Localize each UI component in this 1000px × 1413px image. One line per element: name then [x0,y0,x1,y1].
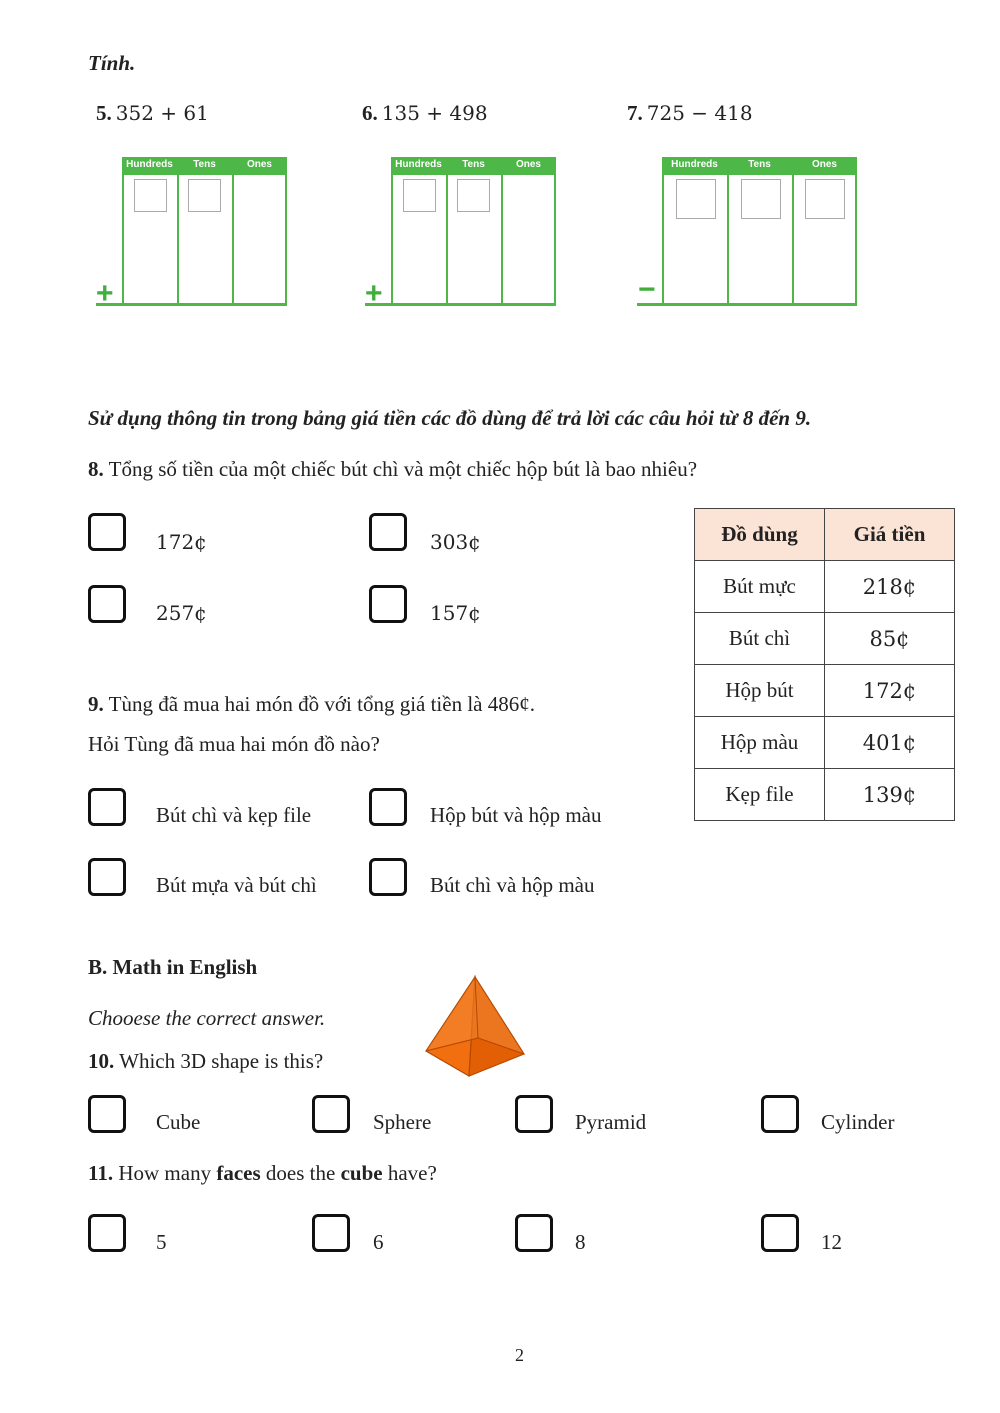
q8-option-a-checkbox[interactable] [88,513,126,551]
header-ones: Ones [246,159,272,170]
price-instruction: Sử dụng thông tin trong bảng giá tiền các đồ dùng để trả lời các câu hỏi từ 8 đến 9. [88,406,812,430]
borrow-box-tens[interactable] [741,179,781,219]
table-row [695,665,955,717]
q9-option-a-label: Bút chì và kẹp file [156,803,312,827]
table-row [695,561,955,613]
problem-7 [627,101,753,126]
problem-5 [96,101,209,126]
table-row [695,613,955,665]
q8-option-d-label: 157¢ [430,601,481,625]
q9-option-b-label: Hộp bút và hộp màu [430,803,602,827]
carry-box-hundreds[interactable] [403,179,436,212]
q9-option-d-label: Bút chì và hộp màu [430,873,595,897]
sum-line [365,303,556,306]
q10-option-sphere-checkbox[interactable] [312,1095,350,1133]
header-tens: Tens [462,159,485,170]
price-table-header-row [695,509,955,561]
operator-sign: + [365,277,383,310]
table-row [695,769,955,821]
place-value-header [391,157,556,173]
q11-option-8-checkbox[interactable] [515,1214,553,1252]
sum-line [96,303,287,306]
section-b-instruction: Chooese the correct answer. [88,1006,326,1030]
question-8 [88,457,697,482]
place-value-table-7 [638,157,857,350]
q10-option-cylinder-checkbox[interactable] [761,1095,799,1133]
item-cell: Bút mực [695,561,825,613]
question-10 [88,1049,323,1074]
price-cell: 85¢ [825,613,955,665]
page-number: 2 [515,1345,524,1365]
question-text-line1: Tùng đã mua hai món đồ với tổng giá tiền là 486¢. [108,692,535,716]
price-cell: 218¢ [825,561,955,613]
item-cell: Hộp màu [695,717,825,769]
question-text-a: How many [118,1161,212,1185]
header-hundreds: Hundreds [671,159,718,170]
q10-option-pyramid-checkbox[interactable] [515,1095,553,1133]
header-hundreds: Hundreds [395,159,442,170]
q8-option-b-checkbox[interactable] [369,513,407,551]
place-value-table-5 [96,157,287,350]
question-text-d: cube [340,1161,383,1185]
problem-expression: 135 + 498 [381,101,488,125]
instruction-tinh: Tính. [88,51,136,75]
q9-option-a-checkbox[interactable] [88,788,126,826]
column-ones [232,173,287,306]
question-number: 10. [88,1049,115,1073]
q11-option-12-checkbox[interactable] [761,1214,799,1252]
q9-option-d-checkbox[interactable] [369,858,407,896]
q8-option-c-label: 257¢ [156,601,207,625]
q11-option-5-label: 5 [156,1230,167,1254]
problem-expression: 725 − 418 [646,101,753,125]
problem-6 [362,101,488,126]
price-cell: 401¢ [825,717,955,769]
question-9 [88,692,535,717]
header-price: Giá tiền [825,509,955,561]
q11-option-6-checkbox[interactable] [312,1214,350,1252]
section-b-title: B. Math in English [88,955,258,979]
q10-option-sphere-label: Sphere [373,1110,432,1134]
header-tens: Tens [193,159,216,170]
q9-option-b-checkbox[interactable] [369,788,407,826]
borrow-box-hundreds[interactable] [676,179,716,219]
problem-number: 7. [627,101,643,125]
item-cell: Kẹp file [695,769,825,821]
carry-box-tens[interactable] [188,179,221,212]
question-text-b: faces [216,1161,261,1185]
table-row [695,717,955,769]
borrow-box-ones[interactable] [805,179,845,219]
q11-option-6-label: 6 [373,1230,384,1254]
place-value-header [662,157,857,173]
q11-option-5-checkbox[interactable] [88,1214,126,1252]
carry-box-hundreds[interactable] [134,179,167,212]
difference-line [637,303,857,306]
operator-sign: + [96,277,114,310]
q11-option-8-label: 8 [575,1230,586,1254]
q8-option-a-label: 172¢ [156,530,207,554]
q8-option-b-label: 303¢ [430,530,481,554]
problem-expression: 352 + 61 [115,101,209,125]
header-ones: Ones [515,159,541,170]
problem-number: 5. [96,101,112,125]
q10-option-cube-label: Cube [156,1110,201,1134]
operator-sign: − [638,273,656,306]
q11-option-12-label: 12 [821,1230,842,1254]
question-number: 11. [88,1161,114,1185]
q8-option-d-checkbox[interactable] [369,585,407,623]
q9-option-c-label: Bút mựa và bút chì [156,873,317,897]
header-ones: Ones [811,159,837,170]
place-value-header [122,157,287,173]
column-ones [501,173,556,306]
question-text: Which 3D shape is this? [119,1049,324,1073]
price-cell: 139¢ [825,769,955,821]
q10-option-pyramid-label: Pyramid [575,1110,647,1134]
q10-option-cylinder-label: Cylinder [821,1110,895,1134]
problem-number: 6. [362,101,378,125]
question-number: 8. [88,457,104,481]
carry-box-tens[interactable] [457,179,490,212]
question-9-line2: Hỏi Tùng đã mua hai món đồ nào? [88,732,380,756]
question-text: Tổng số tiền của một chiếc bút chì và một chiếc hộp bút là bao nhiêu? [108,457,698,481]
header-hundreds: Hundreds [126,159,173,170]
place-value-table-6 [365,157,556,350]
item-cell: Hộp bút [695,665,825,717]
q8-option-c-checkbox[interactable] [88,585,126,623]
question-number: 9. [88,692,104,716]
q10-option-cube-checkbox[interactable] [88,1095,126,1133]
question-text-e: have? [387,1161,437,1185]
question-text-c: does the [265,1161,336,1185]
price-table [694,508,955,821]
header-item: Đồ dùng [695,509,825,561]
pyramid-image [423,975,527,1079]
q9-option-c-checkbox[interactable] [88,858,126,896]
question-11 [88,1161,437,1186]
header-tens: Tens [748,159,771,170]
price-cell: 172¢ [825,665,955,717]
item-cell: Bút chì [695,613,825,665]
